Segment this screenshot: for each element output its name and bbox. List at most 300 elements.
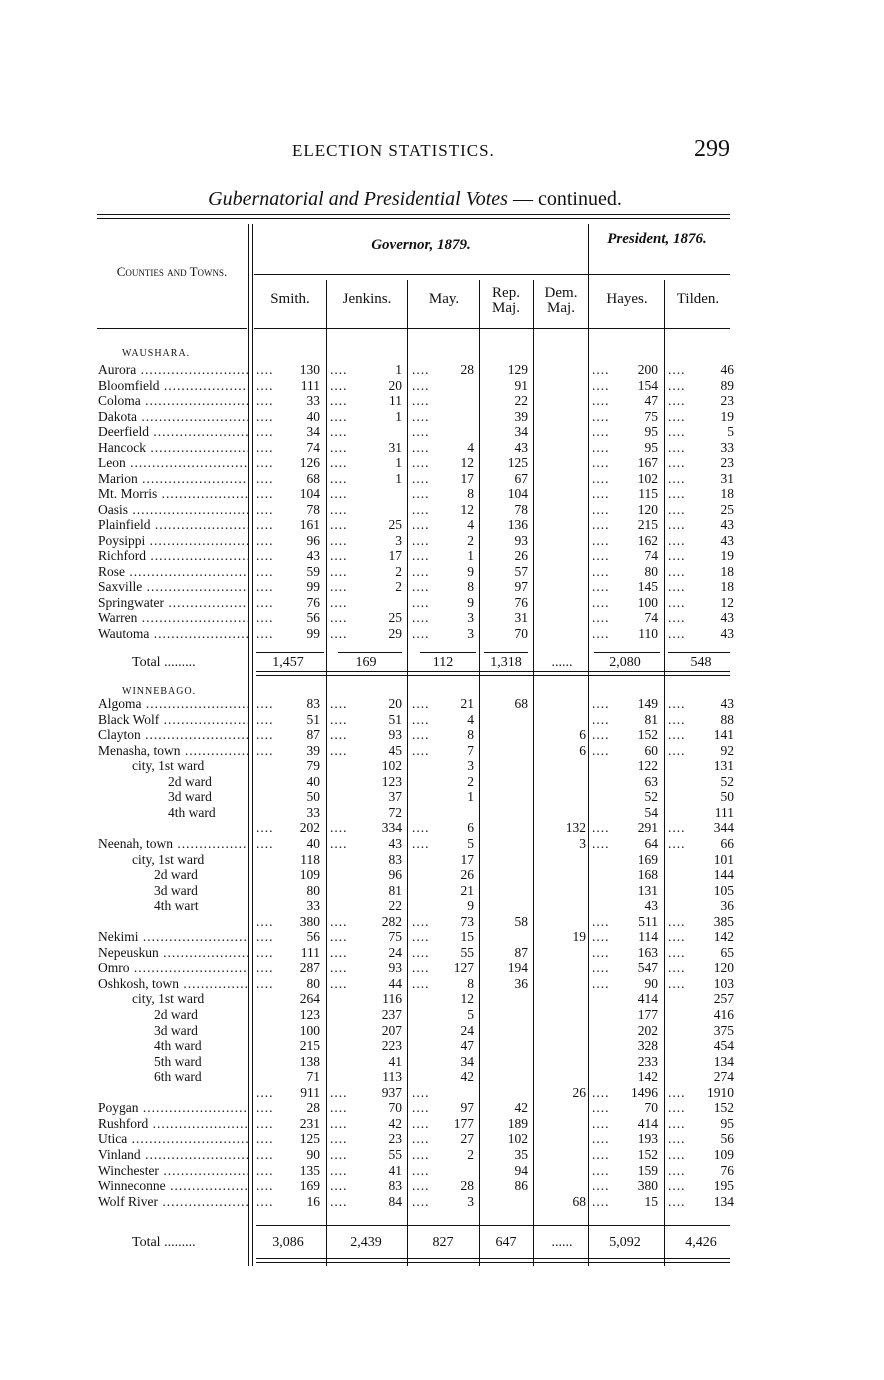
cell-jenkins: .... 24 [330,946,402,960]
cell-may: .... 3 [412,1195,474,1209]
cell-may: 5 [467,1007,474,1022]
cell-tilden: 111 [714,804,734,820]
cell-smith: .... 202 [256,821,320,835]
cell-tilden: .... 385 [668,915,734,929]
table-title-tail: — continued. [512,188,622,210]
cell-smith: 79 [306,758,320,774]
cell-may: .... 12 [412,456,474,470]
row-name: Plainfield ..... [98,518,248,532]
cell-smith: .... 125 [256,1132,320,1146]
page-number: 299 [694,136,730,162]
cell-may: .... 8 [412,728,474,742]
cell-rep: 36 [514,975,528,991]
winnebago-total-rule-2 [256,1262,730,1263]
cell-jenkins: .... 25 [330,518,402,532]
cell-smith: 100 [299,1022,320,1038]
cell-hayes: .... 167 [592,456,658,470]
cell-tilden: .... 18 [668,565,734,579]
cell-dem: 3 [579,835,586,851]
table-row [0,946,884,960]
cell-may [412,379,474,393]
cell-tilden: .... 43 [668,518,734,532]
total-label: Total ......... [132,656,196,670]
cell-hayes: .... 152 [592,728,658,742]
cell-smith: .... 99 [256,580,320,594]
row-name: city, 1st ward [132,852,205,867]
header-president: President, 1876. [607,231,707,247]
total-may: 112 [432,655,454,670]
cell-tilden: .... 344 [668,821,734,835]
cell-jenkins: .... 93 [330,961,402,975]
cell-hayes: .... 120 [592,503,658,517]
cell-smith: 118 [300,851,320,867]
cell-jenkins: .... 20 [330,697,402,711]
cell-smith: .... 169 [256,1179,320,1193]
cell-may: 26 [460,867,474,883]
cell-tilden: .... 19 [668,549,734,563]
cell-may: 42 [460,1069,474,1085]
cell-may: .... 2 [412,534,474,548]
cell-may: .... 7 [412,744,474,758]
cell-may: .... 21 [412,697,474,711]
cell-rep: 87 [514,944,528,960]
cell-rep: 22 [514,393,528,408]
cell-rep: 67 [514,470,528,486]
waushara-sum-rule-tilden [668,652,730,653]
total-label: Total ......... [132,1236,196,1250]
cell-tilden: .... 88 [668,713,734,727]
table-row [0,487,884,501]
row-name: Deerfield ..... [98,425,248,439]
cell-hayes: .... 163 [592,946,658,960]
row-name: Winchester ..... [98,1164,248,1178]
cell-tilden: .... 65 [668,946,734,960]
cell-tilden: .... 25 [668,503,734,517]
cell-hayes: .... 47 [592,394,658,408]
cell-rep: 57 [514,563,528,579]
cell-may: .... 8 [412,977,474,991]
cell-tilden: 134 [713,1053,734,1069]
cell-may: 3 [467,758,474,774]
cell-smith: 109 [299,867,320,883]
waushara-sum-rule-hayes [594,652,660,653]
cell-may [412,425,474,439]
waushara-sum-rule-jenkins [338,652,402,653]
cell-tilden: .... 1910 [668,1086,734,1100]
cell-hayes: .... 80 [592,565,658,579]
cell-hayes: .... 291 [592,821,658,835]
row-name: 6th ward [154,1070,202,1085]
cell-jenkins: 83 [388,851,402,867]
cell-may: .... 28 [412,1179,474,1193]
cell-hayes: .... 200 [592,363,658,377]
cell-may: .... 8 [412,580,474,594]
cell-tilden: 454 [713,1038,734,1054]
row-name: Coloma ..... [98,394,248,408]
cell-hayes: .... 149 [592,697,658,711]
row-name: Aurora ..... [98,363,248,377]
table-row [0,1070,884,1084]
cell-dem: 6 [579,742,586,758]
row-name: Richford ..... [98,549,248,563]
table-row [0,1086,884,1100]
header-governor: Governor, 1879. [371,237,471,253]
waushara-sum-rule-rep [484,652,528,653]
row-name: Marion ..... [98,472,248,486]
row-name: Nekimi ..... [98,930,248,944]
table-row [0,456,884,470]
row-name: 4th ward [154,1039,202,1054]
cell-smith: .... 87 [256,728,320,742]
cell-smith: .... 40 [256,410,320,424]
cell-hayes: .... 414 [592,1117,658,1131]
cell-rep: 78 [514,501,528,517]
cell-hayes: .... 60 [592,744,658,758]
top-rule-2 [97,218,730,219]
cell-hayes: .... 110 [592,627,658,641]
cell-smith: .... 99 [256,627,320,641]
cell-may: .... 9 [412,565,474,579]
header-smith: Smith. [270,291,310,307]
cell-jenkins: 123 [381,773,402,789]
cell-tilden: .... 23 [668,394,734,408]
cell-may [412,394,474,408]
table-row [0,472,884,486]
cell-jenkins: .... 937 [330,1086,402,1100]
cell-tilden: .... 19 [668,410,734,424]
cell-may: .... 4 [412,518,474,532]
table-title [100,188,730,211]
cell-smith: .... 911 [256,1086,320,1100]
cell-hayes: .... 74 [592,549,658,563]
cell-hayes: 54 [644,804,658,820]
table-row [0,790,884,804]
cell-tilden: .... 109 [668,1148,734,1162]
row-name: Bloomfield ..... [98,379,248,393]
table-row [0,534,884,548]
cell-hayes: .... 90 [592,977,658,991]
row-name: Nepeuskun ..... [98,946,248,960]
cell-may [412,1086,474,1100]
table-row [0,759,884,773]
table-row [0,394,884,408]
header-hayes: Hayes. [606,291,648,307]
header-group-rule [254,274,730,275]
row-name: 4th wart [154,899,199,914]
table-row [0,441,884,455]
table-row [0,1195,884,1209]
cell-smith: .... 78 [256,503,320,517]
cell-smith: 138 [299,1053,320,1069]
cell-hayes: .... 75 [592,410,658,424]
cell-rep: 91 [514,377,528,393]
cell-jenkins: .... 75 [330,930,402,944]
cell-jenkins: 72 [388,804,402,820]
row-name: 3d ward [168,790,212,805]
winnebago-total-rule-1 [256,1258,730,1259]
cell-smith: .... 56 [256,611,320,625]
cell-tilden: .... 134 [668,1195,734,1209]
cell-may: .... 12 [412,503,474,517]
cell-tilden: 101 [713,851,734,867]
row-name: Neenah, town ..... [98,837,248,851]
header-rep-maj: Rep. Maj. [492,285,520,316]
cell-smith: 123 [299,1007,320,1022]
total-jenkins: 2,439 [350,1235,382,1250]
cell-smith: 264 [299,991,320,1007]
cell-jenkins: .... 83 [330,1179,402,1193]
cell-smith: .... 111 [256,946,320,960]
cell-tilden: .... 23 [668,456,734,470]
table-row [0,930,884,944]
waushara-sum-rule-smith [256,652,324,653]
cell-tilden: .... 12 [668,596,734,610]
cell-jenkins: 41 [388,1053,402,1069]
table-row [0,1024,884,1038]
total-jenkins: 169 [355,655,377,670]
total-dem: ...... [551,655,573,670]
winnebago-sum-rule [256,1225,730,1226]
cell-tilden: .... 43 [668,611,734,625]
cell-hayes: .... 114 [592,930,658,944]
cell-hayes: 142 [637,1069,658,1085]
cell-may: .... 2 [412,1148,474,1162]
cell-smith: .... 74 [256,441,320,455]
row-name: 4th ward [168,805,216,820]
table-row [0,821,884,835]
cell-dem: 132 [565,820,586,836]
row-name: city, 1st ward [132,992,205,1007]
header-dem-maj: Dem. Maj. [544,285,578,316]
cell-smith: 71 [306,1069,320,1085]
cell-tilden: .... 89 [668,379,734,393]
table-row [0,868,884,882]
cell-jenkins [330,596,402,610]
table-row [0,1117,884,1131]
total-rep: 647 [495,1235,517,1250]
table-row [0,1055,884,1069]
cell-rep: 129 [507,362,528,377]
waushara-sum-rule-may [420,652,476,653]
cell-tilden: .... 103 [668,977,734,991]
cell-smith: .... 56 [256,930,320,944]
running-title: ELECTION STATISTICS. [292,141,495,160]
cell-jenkins: .... 42 [330,1117,402,1131]
cell-may: .... 8 [412,487,474,501]
cell-smith: .... 104 [256,487,320,501]
cell-hayes: .... 215 [592,518,658,532]
row-name: 5th ward [154,1054,202,1069]
cell-hayes: .... 380 [592,1179,658,1193]
row-name: Warren ..... [98,611,248,625]
cell-jenkins: 223 [381,1038,402,1054]
row-name: 2d ward [154,868,198,883]
cell-smith: .... 34 [256,425,320,439]
table-row [0,549,884,563]
cell-smith: 33 [306,898,320,914]
row-name: Algoma ..... [98,697,248,711]
cell-may: 24 [460,1022,474,1038]
cell-may [412,410,474,424]
cell-jenkins: .... 3 [330,534,402,548]
cell-hayes: .... 154 [592,379,658,393]
table-row [0,425,884,439]
table-row [0,363,884,377]
winnebago-total-row [0,1236,884,1250]
cell-tilden: 416 [713,1007,734,1022]
total-tilden: 4,426 [685,1235,717,1250]
cell-jenkins: 102 [381,758,402,774]
table-row [0,518,884,532]
header-counties-towns: Counties and Towns. [116,264,228,279]
cell-jenkins: .... 44 [330,977,402,991]
row-name: Springwater ..... [98,596,248,610]
cell-dem: 6 [579,727,586,743]
table-row [0,697,884,711]
cell-tilden: 50 [720,789,734,805]
cell-hayes: 169 [637,851,658,867]
cell-tilden: .... 76 [668,1164,734,1178]
cell-smith: 215 [299,1038,320,1054]
cell-tilden: 131 [713,758,734,774]
cell-jenkins: .... 11 [330,394,402,408]
total-dem: ...... [551,1235,573,1250]
waushara-total-rule-2 [256,675,730,676]
table-row [0,1101,884,1115]
row-name: Black Wolf ..... [98,713,248,727]
total-smith: 1,457 [272,655,304,670]
cell-smith: .... 287 [256,961,320,975]
cell-smith: .... 51 [256,713,320,727]
header-jenkins: Jenkins. [342,291,392,307]
row-name: Vinland ..... [98,1148,248,1162]
cell-hayes: .... 102 [592,472,658,486]
header-may: May. [428,291,460,307]
total-smith: 3,086 [272,1235,304,1250]
row-name: Wautoma ..... [98,627,248,641]
table-row [0,596,884,610]
total-hayes: 5,092 [609,1235,641,1250]
cell-hayes: .... 1496 [592,1086,658,1100]
row-name: city, 1st ward [132,759,205,774]
cell-may: .... 1 [412,549,474,563]
row-name: Menasha, town ..... [98,744,248,758]
cell-may: .... 6 [412,821,474,835]
row-name: Hancock ..... [98,441,248,455]
cell-jenkins: .... 55 [330,1148,402,1162]
cell-jenkins: 207 [381,1022,402,1038]
cell-jenkins: .... 25 [330,611,402,625]
table-row [0,1164,884,1178]
row-name: Winneconne ..... [98,1179,248,1193]
cell-may: 47 [460,1038,474,1054]
row-name: 3d ward [154,1023,198,1038]
cell-smith: .... 59 [256,565,320,579]
cell-jenkins: 81 [388,882,402,898]
cell-smith: .... 80 [256,977,320,991]
cell-hayes: .... 15 [592,1195,658,1209]
cell-rep: 102 [507,1131,528,1147]
cell-tilden: 274 [713,1069,734,1085]
cell-hayes: 177 [637,1007,658,1022]
table-row [0,977,884,991]
cell-jenkins: .... 282 [330,915,402,929]
cell-hayes: 233 [637,1053,658,1069]
cell-smith: .... 130 [256,363,320,377]
cell-jenkins: 37 [388,789,402,805]
cell-tilden: .... 43 [668,534,734,548]
cell-smith: .... 96 [256,534,320,548]
cell-jenkins: .... 334 [330,821,402,835]
cell-jenkins: .... 51 [330,713,402,727]
cell-hayes: .... 511 [592,915,658,929]
row-name: Poysippi ..... [98,534,248,548]
table-row [0,1148,884,1162]
cell-smith: .... 83 [256,697,320,711]
cell-may: .... 4 [412,441,474,455]
table-row [0,728,884,742]
cell-dem: 26 [572,1084,586,1100]
cell-tilden: .... 18 [668,487,734,501]
cell-tilden: 375 [713,1022,734,1038]
table-row [0,627,884,641]
top-rule-1 [97,214,730,215]
cell-rep: 42 [514,1100,528,1116]
cell-smith: .... 68 [256,472,320,486]
cell-may: 2 [467,773,474,789]
cell-rep: 58 [514,913,528,929]
cell-rep: 104 [507,486,528,501]
cell-smith: .... 135 [256,1164,320,1178]
cell-may: .... 97 [412,1101,474,1115]
county-winnebago: WINNEBAGO. [122,686,197,697]
cell-hayes: .... 70 [592,1101,658,1115]
cell-may: .... 5 [412,837,474,851]
header-rule-names [97,328,247,329]
cell-hayes: .... 115 [592,487,658,501]
cell-hayes: .... 95 [592,441,658,455]
row-name: Omro ..... [98,961,248,975]
table-row [0,1039,884,1053]
cell-rep: 136 [507,517,528,532]
cell-hayes: .... 74 [592,611,658,625]
cell-hayes: .... 159 [592,1164,658,1178]
cell-jenkins [330,425,402,439]
cell-rep: 93 [514,532,528,548]
cell-rep: 31 [514,610,528,625]
cell-jenkins: .... 84 [330,1195,402,1209]
cell-smith: 40 [306,773,320,789]
cell-smith: .... 111 [256,379,320,393]
cell-jenkins: .... 1 [330,410,402,424]
row-name: 2d ward [154,1008,198,1022]
row-name: Dakota ..... [98,410,248,424]
cell-tilden: .... 152 [668,1101,734,1115]
cell-tilden: .... 46 [668,363,734,377]
table-row [0,806,884,820]
row-name: Mt. Morris ..... [98,487,248,501]
cell-jenkins: .... 20 [330,379,402,393]
cell-hayes: .... 152 [592,1148,658,1162]
cell-jenkins: .... 2 [330,565,402,579]
cell-rep: 125 [507,455,528,470]
cell-tilden: .... 31 [668,472,734,486]
cell-may: .... 177 [412,1117,474,1131]
cell-tilden: .... 43 [668,627,734,641]
cell-smith: .... 231 [256,1117,320,1131]
cell-jenkins: .... 17 [330,549,402,563]
cell-smith: .... 33 [256,394,320,408]
